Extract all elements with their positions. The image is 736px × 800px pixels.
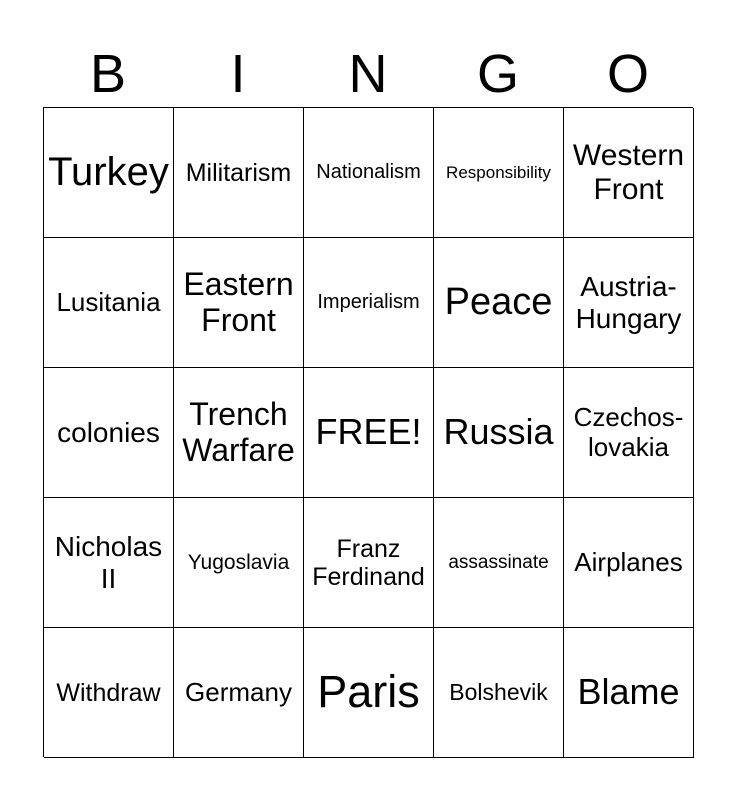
- bingo-cell[interactable]: Austria- Hungary: [564, 238, 694, 368]
- bingo-cell[interactable]: Czechos- lovakia: [564, 368, 694, 498]
- bingo-cell[interactable]: Nicholas II: [44, 498, 174, 628]
- bingo-board: [43, 107, 693, 757]
- bingo-cell[interactable]: Lusitania: [44, 238, 174, 368]
- bingo-cell[interactable]: Responsibility: [434, 108, 564, 238]
- header-letter-b: B: [89, 44, 127, 104]
- bingo-cell[interactable]: Eastern Front: [174, 238, 304, 368]
- bingo-cell[interactable]: colonies: [44, 368, 174, 498]
- bingo-cell[interactable]: Western Front: [564, 108, 694, 238]
- bingo-cell[interactable]: Airplanes: [564, 498, 694, 628]
- bingo-cell[interactable]: Withdraw: [44, 628, 174, 758]
- free-space-cell[interactable]: FREE!: [304, 368, 434, 498]
- bingo-cell[interactable]: Germany: [174, 628, 304, 758]
- bingo-cell[interactable]: Franz Ferdinand: [304, 498, 434, 628]
- header-letter-g: G: [476, 44, 519, 104]
- header-letter-o: O: [606, 44, 649, 104]
- bingo-cell[interactable]: Imperialism: [304, 238, 434, 368]
- bingo-header: [43, 40, 693, 108]
- bingo-cell[interactable]: Peace: [434, 238, 564, 368]
- bingo-cell[interactable]: Nationalism: [304, 108, 434, 238]
- bingo-cell[interactable]: assassinate: [434, 498, 564, 628]
- header-letter-n: N: [348, 44, 388, 104]
- bingo-cell[interactable]: Turkey: [44, 108, 174, 238]
- bingo-cell[interactable]: Yugoslavia: [174, 498, 304, 628]
- bingo-cell[interactable]: Paris: [304, 628, 434, 758]
- header-letter-i: I: [230, 44, 246, 104]
- bingo-cell[interactable]: Russia: [434, 368, 564, 498]
- bingo-cell[interactable]: Trench Warfare: [174, 368, 304, 498]
- bingo-cell[interactable]: Blame: [564, 628, 694, 758]
- bingo-cell[interactable]: Militarism: [174, 108, 304, 238]
- bingo-cell[interactable]: Bolshevik: [434, 628, 564, 758]
